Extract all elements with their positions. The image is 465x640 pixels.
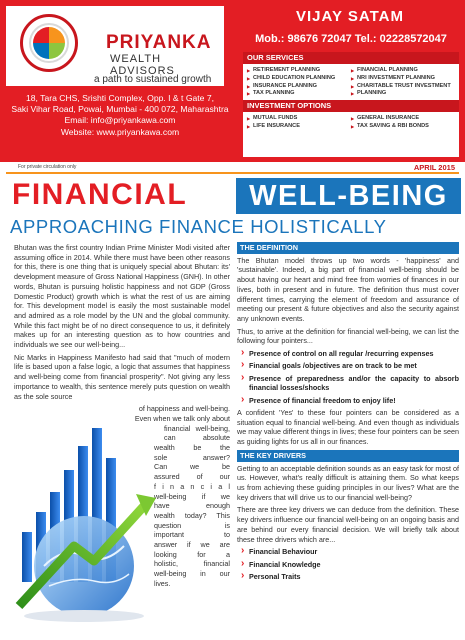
wrapped-text-line: important to — [154, 530, 230, 540]
section-heading-drivers: THE KEY DRIVERS — [237, 450, 459, 462]
contact-phone: Mob.: 98676 72047 Tel.: 02228572047 — [255, 33, 447, 45]
service-item: ▶ NRI INVESTMENT PLANNING — [351, 75, 455, 83]
wrapped-text-line: sole answer? — [154, 452, 230, 462]
wrapped-text-line: holistic, financial — [154, 559, 230, 569]
headline-subtitle: APPROACHING FINANCE HOLISTICALLY — [10, 216, 387, 237]
wrapped-text-line: assured of our — [154, 472, 230, 482]
service-item: ▶ FINANCIAL PLANNING — [351, 67, 455, 75]
investment-item: ▶ MUTUAL FUNDS — [247, 115, 351, 123]
contact-name: VIJAY SATAM — [296, 8, 404, 25]
driver-item: › Financial Behaviour — [237, 547, 459, 556]
service-item: ▶ RETIREMENT PLANNING — [247, 67, 351, 75]
circulation-note: For private circulation only — [18, 164, 77, 170]
website-link[interactable]: Website: www.priyankawa.com — [60, 126, 180, 137]
brand-name: PRIYANKA — [106, 32, 212, 53]
headline-part1: FINANCIAL — [12, 178, 188, 211]
divider — [6, 172, 459, 174]
address-line: Saki Vihar Road, Powai, Mumbai - 400 072, Maharashtra — [11, 104, 229, 115]
wrapped-text-line: question is — [154, 520, 230, 530]
pointer-item: › Presence of financial freedom to enjoy life! — [237, 396, 459, 405]
right-column — [237, 242, 459, 584]
wrapped-text-line: have enough — [154, 501, 230, 511]
driver-item: › Financial Knowledge — [237, 560, 459, 569]
logo-box — [6, 6, 224, 86]
investment-item: ▶ LIFE INSURANCE — [247, 123, 351, 131]
investment-item: ▶ TAX SAVING & RBI BONDS — [351, 123, 455, 131]
address-line: 18, Tara CHS, Srishti Complex, Opp. I & t Gate 7, — [25, 93, 215, 103]
brand-tagline: a path to sustained growth — [94, 74, 212, 85]
wrapped-text-line: Can we be — [154, 462, 230, 472]
paragraph: Thus, to arrive at the definition for financial well-being, we can list the following four pointers... — [237, 326, 459, 346]
wrapped-text-line: Even when we talk only about — [134, 413, 230, 423]
paragraph: Getting to an acceptable definition sounds as an easy task for most of us. However, what's really difficult is attaining them. So what keeps us from achieving these guiding principles in our lives? What are the key drivers that will drive us to our financial well-being? — [237, 463, 459, 502]
services-heading: OUR SERVICES — [243, 52, 459, 64]
services-box — [243, 52, 459, 157]
headline-part2: WELL-BEING — [236, 178, 461, 214]
wrapped-text-line: of happiness and well-being. — [138, 404, 230, 414]
section-heading-definition: THE DEFINITION — [237, 242, 459, 254]
wrapped-text-line: financial well-being, — [164, 423, 230, 433]
brand-subtitle: WEALTH ADVISORS — [110, 53, 175, 77]
wrapped-text-line: wealth today? This — [154, 510, 230, 520]
pointer-item: › Financial goals /objectives are on track to be met — [237, 361, 459, 370]
wrapped-text-line: looking for a — [154, 549, 230, 559]
wrapped-text-line: can absolute — [164, 433, 230, 443]
paragraph: Nic Marks in Happiness Manifesto had said that "much of modern life is based upon a false logic, a logic that assumes that happiness and well-being come from financial prosperity". Not giving any less importance to wealth, this sentence merely puts question on wealth as the sole source — [14, 352, 230, 401]
investment-heading: INVESTMENT OPTIONS — [243, 100, 459, 112]
masthead — [0, 0, 465, 162]
service-item: ▶ INSURANCE PLANNING — [247, 83, 351, 91]
paragraph: Bhutan was the first country Indian Prime Minister Modi visited after assuming office in 2014. While there must have been other reasons for this, there is one thing that is uniquely special about Bhutan: its' development measure of Gross National Happiness (GNH). In other words, Bhutan is pursuing holistic happiness and not GDP (Gross Domestic Product) growth which is what the rest of us are aiming for. This development model is easily the most sustainable model and admired as a role model by the UN and the global community. While this fact might be of no direct consequence to us, it definitely makes up for an interesting question as to how countries and individuals we see our well-being... — [14, 243, 230, 350]
headline — [10, 178, 460, 216]
service-item: ▶ CHILD EDUCATION PLANNING — [247, 75, 351, 83]
service-item: ▶ TAX PLANNING — [247, 90, 351, 98]
wrapped-text-line: well-being in our — [154, 569, 230, 579]
growth-chart-illustration — [14, 416, 164, 624]
driver-item: › Personal Traits — [237, 572, 459, 581]
pointer-item: › Presence of preparedness and/or the capacity to absorb financial losses/shocks — [237, 374, 459, 393]
pointer-item: › Presence of control on all regular /recurring expenses — [237, 349, 459, 358]
paragraph: The Bhutan model throws up two words - 'happiness' and 'sustainable'. Indeed, a big part of financial well-being should be about having our heart and mind free from worries of finances in our lives, both in present and in future. The definition thus must cover different times, carrying the element of freedom and assurance of meeting our present & future objectives and also the security against any unknown events. — [237, 255, 459, 323]
wrapped-text-line: f i n a n c i a l — [154, 481, 230, 491]
wrapped-text-line: answer if we are — [154, 540, 230, 550]
service-item-continued: ▶ PLANNING — [351, 90, 455, 98]
paragraph: A confident 'Yes' to these four pointers can be considered as a situation equal to financial well-being. And even though as individuals we may value different things in lives; these four pointers can be seen as guiding lights for us all in our finances. — [237, 408, 459, 447]
paragraph: There are three key drivers we can deduce from the definition. These key drivers influence our financial well-being on an ongoing basis and are behind our every financial decision. We will briefly talk about these three drivers which are... — [237, 505, 459, 544]
logo-emblem-icon — [20, 14, 78, 72]
email-link[interactable]: Email: info@priyankawa.com — [64, 115, 176, 126]
issue-date: APRIL 2015 — [413, 163, 455, 172]
service-item: ▶ CHARITABLE TRUST INVESTMENT — [351, 83, 455, 91]
wrapped-text-line: lives. — [154, 578, 171, 588]
wrapped-text-line: well-being if we — [154, 491, 230, 501]
investment-item: ▶ GENERAL INSURANCE — [351, 115, 455, 123]
wrapped-text-line: wealth be the — [154, 443, 230, 453]
address-block — [6, 93, 234, 138]
